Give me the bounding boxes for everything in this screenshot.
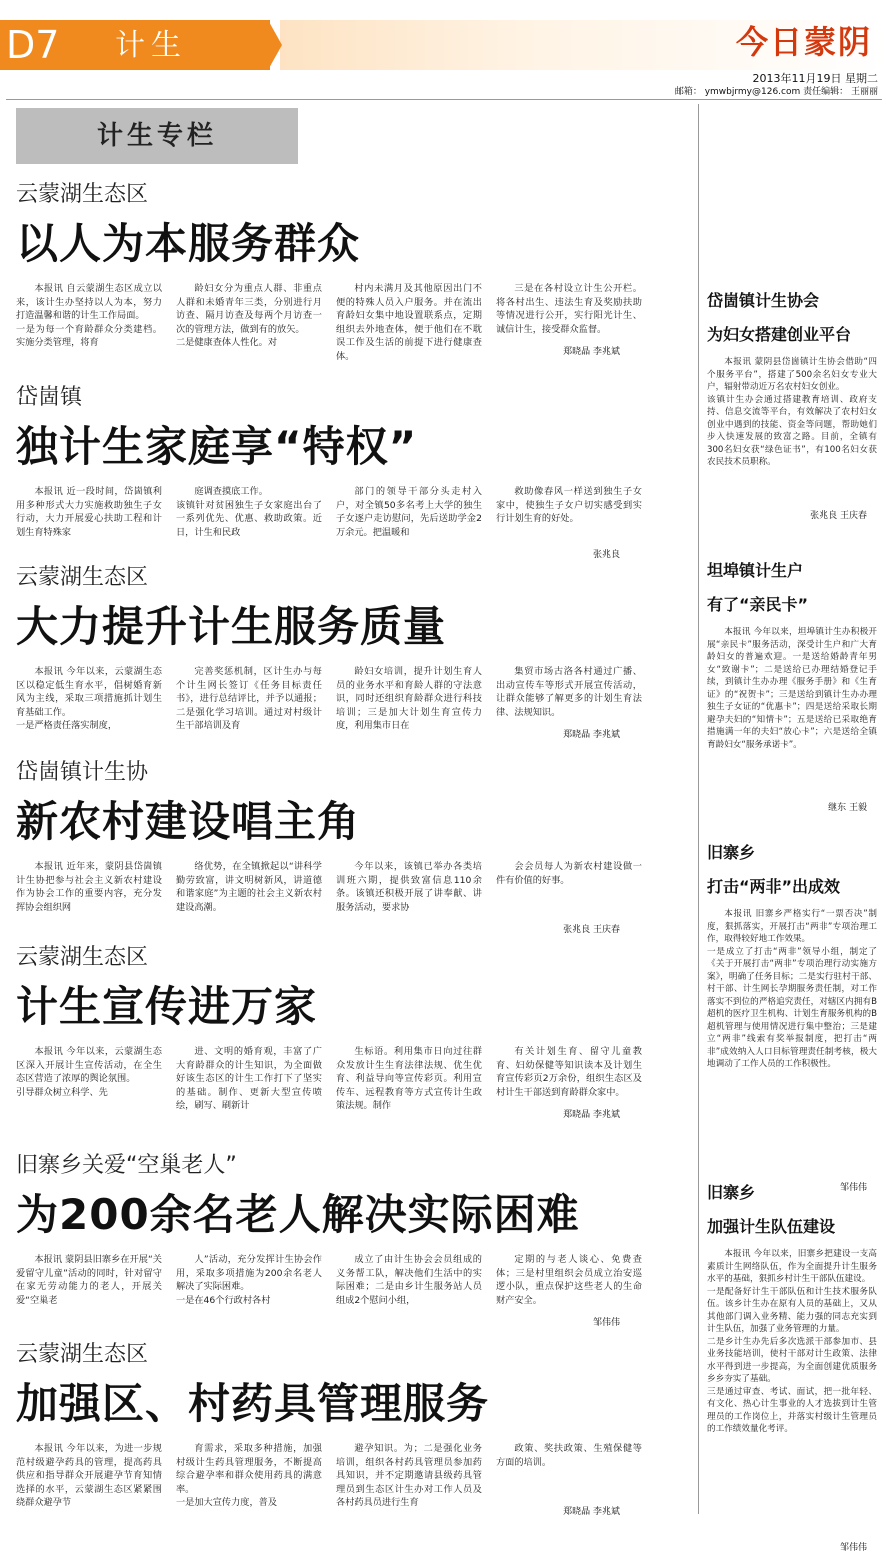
- sidebar-byline: 邹伟伟: [839, 1183, 867, 1193]
- article-headline: 加强区、村药具管理服务: [16, 1379, 490, 1428]
- sidebar-headline: 有了“亲民卡”: [707, 595, 809, 614]
- section-bar-arrow: [268, 20, 282, 70]
- article-column-2: 人”活动，充分发挥计生协会作用，采取多项措施为200余名老人解决了实际困难。 一是在46个行政村各村: [176, 1254, 322, 1306]
- article-column-2: 进、文明的婚育观，丰富了广大育龄群众的计生知识，为全面做好该生态区的计生工作打下了坚实的基础。制作、更新大型宣传喷绘，刷写、刷新计: [176, 1046, 322, 1111]
- article-column-4: 救助像春风一样送到独生子女家中，使独生子女户切实感受到实行计划生育的好处。: [496, 486, 642, 524]
- article-column-3: 避孕知识。为；二是强化业务培训，组织各村药具管理员参加药具知识，并不定期邀请县级药具管理员到生态区计生办对工作人员及各村药具员进行生育: [336, 1443, 482, 1508]
- article-headline: 为200余名老人解决实际困难: [16, 1190, 580, 1239]
- article-column-3: 龄妇女培训，提升计划生育人员的业务水平和育龄人群的守法意识，同时还组织育龄群众进行科技培训；三是加大计划生育宣传力度，利用集市日在: [336, 666, 482, 731]
- article-column-1: 本报讯 今年以来，云蒙湖生态区以稳定低生育水平，倡树婚育新风为主线，采取三项措施抓计划生育基础工作。 一是严格责任落实制度，: [16, 666, 162, 731]
- article-column-1: 本报讯 近一段时间，岱崮镇利用多种形式大力实施救助独生子女行动，大力开展爱心扶助工程和计划生育特殊家: [16, 486, 162, 538]
- article-headline: 计生宣传进万家: [16, 982, 318, 1031]
- sidebar-kicker: 旧寨乡: [707, 1183, 756, 1202]
- article-column-4: 会会员每人为新农村建设做一件有价值的好事。: [496, 861, 642, 886]
- sidebar-body: 本报讯 今年以来，坦埠镇计生办积极开展“亲民卡”服务活动，深受计生户和广大育龄妇女的普遍欢迎。一是送给婚龄青年男女“致谢卡”；二是送给已办理结婚登记手续，到镇计生办办理《服务手册》和《生育证》的“祝贺卡”；三是送给到镇计生办办理独生子女证的“优惠卡”；四是送给采取长期避孕夫妇的“知情卡”；五是送给已采取绝育措施满一年的夫妇“放心卡”；六是送给全镇育龄妇女“服务承诺卡”。: [707, 627, 877, 750]
- column-rule: [698, 104, 699, 1514]
- article-column-2: 完善奖惩机制，区计生办与每个计生网长签订《任务目标责任书》，进行总结评比，并予以通报；二是强化学习培训。通过对村级计生干部培训及育: [176, 666, 322, 731]
- article-byline: 郑晓晶 李兆斌: [563, 730, 620, 740]
- article-column-4: 集贸市场古洛各村通过广播、出动宣传车等形式开展宣传活动，让群众能够了解更多的计划生育法律、法规知识。: [496, 666, 642, 718]
- article-kicker: 云蒙湖生态区: [16, 182, 149, 207]
- article-kicker: 岱崮镇: [16, 385, 83, 410]
- article-column-3: 生标语。利用集市日向过往群众发放计生生育法律法规、优生优育、利益导向等宣传彩页。利用宣传车、远程教育等方式宣传计生政策法规。制作: [336, 1046, 482, 1111]
- article-column-1: 本报讯 近年来，蒙阴县岱崮镇计生协把参与社会主义新农村建设作为协会工作的重要内容，充分发挥协会组织网: [16, 861, 162, 913]
- sidebar-kicker: 坦埠镇计生户: [707, 561, 804, 580]
- sidebar-byline: 邹伟伟: [839, 1543, 867, 1553]
- column-banner-text: 计生专栏: [96, 121, 217, 151]
- article-byline: 张兆良: [592, 550, 620, 560]
- article-column-4: 有关计划生育、留守儿童教育、妇幼保健等知识读本及计划生育宣传彩页2万余份，组织生态区及村计生干部送到育龄群众家中。: [496, 1046, 642, 1098]
- article-column-2: 庭调查摸底工作。 该镇针对贫困独生子女家庭出台了一系列优先、优惠、救助政策。近日，计生和民政: [176, 486, 322, 538]
- article-headline: 大力提升计生服务质量: [16, 602, 447, 651]
- article-column-1: 本报讯 今年以来，为进一步规范村级避孕药具的管理，提高药具供应和指导群众开展避孕节育知情选择的水平，云蒙湖生态区紧紧围绕群众避孕节: [16, 1443, 162, 1508]
- issue-date: 2013年11月19日 星期二: [752, 72, 878, 85]
- header-divider: [6, 99, 882, 100]
- sidebar-body: 本报讯 蒙阴县岱崮镇计生协会借助“四个服务平台”，搭建了500余名妇女专业大户，辐射带动近万名农村妇女创业。 该镇计生办会通过搭建教育培训、政府支持、信息交流等平台，有效解决了农村妇女创业中遇到的技能、资金等问题，帮助她们步入快速发展的致富之路。目前，全镇有300名妇女获“绿色证书”，有100名妇女获农民技术员职称。: [707, 357, 877, 467]
- paper-logo: 今日蒙阴: [735, 23, 872, 61]
- article-column-3: 部门的领导干部分头走村入户，对全镇50多名考上大学的独生子女逐户走访慰问，先后送助学金2万余元。把温暖和: [336, 486, 482, 538]
- article-headline: 以人为本服务群众: [16, 219, 361, 268]
- article-column-4: 三是在各村设立计生公开栏。将各村出生、违法生育及奖励扶助等情况进行公开，实行阳光计生、诚信计生，接受群众监督。: [496, 283, 642, 335]
- article-column-3: 成立了由计生协会会员组成的义务帮工队，解决他们生活中的实际困难；二是由乡计生服务站人员组成2个慰问小组，: [336, 1254, 482, 1306]
- article-byline: 郑晓晶 李兆斌: [563, 1110, 620, 1120]
- article-byline: 邹伟伟: [592, 1318, 620, 1328]
- sidebar-kicker: 岱崮镇计生协会: [707, 291, 820, 310]
- article-kicker: 岱崮镇计生协: [16, 760, 149, 785]
- article-column-4: 定期的与老人谈心、免费查体；三是村里组织会员成立治安巡逻小队，重点保护这些老人的生命财产安全。: [496, 1254, 642, 1306]
- sidebar-headline: 为妇女搭建创业平台: [707, 325, 852, 344]
- sidebar-headline: 打击“两非”出成效: [707, 877, 841, 896]
- article-kicker: 旧寨乡关爱“空巢老人”: [16, 1153, 237, 1178]
- article-kicker: 云蒙湖生态区: [16, 1342, 149, 1367]
- article-column-2: 龄妇女分为重点人群、非重点人群和未婚青年三类，分别进行月访查、隔月访查及每两个月访查一次的管理方法，做到有的放矢。 二是健康查体人性化。对: [176, 283, 322, 348]
- article-column-1: 本报讯 自云蒙湖生态区成立以来，该计生办坚持以人为本，努力打造温馨和谐的计生工作局面。 一是为每一个育龄群众分类建档。实施分类管理，将育: [16, 283, 162, 348]
- column-banner: [16, 108, 298, 164]
- article-column-3: 村内未满月及其他原因出门不便的特殊人员入户服务。并在流出育龄妇女集中地设置联系点，定期组织去外地查体，便于他们在不耽误工作及生活的前提下进行健康查体。: [336, 283, 482, 362]
- sidebar-byline: 继东 王毅: [828, 803, 867, 813]
- sidebar-body: 本报讯 旧寨乡严格实行“一票否决”制度，狠抓落实，开展打击“两非”专项治理工作，取得较好地工作效果。 一是成立了打击“两非”领导小组，制定了《关于开展打击“两非”专项治理行动实施方案》，明确了任务目标；二是实行驻村干部、村干部、计生网长孕期服务责任制，对工作落实不到位的严格追究责任，对辖区内拥有B超机的医疗卫生机构、计划生育服务机构的B超机管理与使用情况进行集中整治；三是建立“两非”线索有奖举报制度，把打击“两非”成效纳入人口目标管理责任制考核，极大地调动了工作人员的工作积极性。: [707, 909, 877, 1069]
- article-column-2: 育需求，采取多种措施，加强村级计生药具管理服务，不断提高综合避孕率和群众使用药具的满意率。 一是加大宣传力度，普及: [176, 1443, 322, 1508]
- article-headline: 新农村建设唱主角: [16, 797, 361, 846]
- article-column-2: 络优势，在全镇掀起以“讲科学勤劳致富，讲文明树新风，讲道德和谐家庭”为主题的社会主义新农村建设高潮。: [176, 861, 322, 913]
- section-name: 计生: [115, 28, 187, 63]
- article-byline: 张兆良 王庆春: [563, 925, 620, 935]
- sidebar-body: 本报讯 今年以来，旧寨乡把建设一支高素质计生网络队伍，作为全面提升计生服务水平的基础，狠抓乡村计生干部队伍建设。 一是配备好计生干部队伍和计生技术服务队伍。该乡计生办在原有人员的基础上，又从其他部门调入业务精、能力强的同志充实到计生队伍，加强了业务管理的力量。 二是乡计生办先后多次选派干部参加市、县业务技能培训，使村干部对计生政策、法律水平得到进一步提高，为全面创建优质服务乡乡夯实了基础。 三是通过审查、考试、面试，把一批年轻、有文化、热心计生事业的人才选拔到计生管理员的工作岗位上，并落实村级计生管理员的工作绩效量化考评。: [707, 1249, 877, 1434]
- sidebar-byline: 张兆良 王庆春: [810, 511, 867, 521]
- article-column-4: 政策、奖扶政策、生殖保健等方面的培训。: [496, 1443, 642, 1468]
- article-kicker: 云蒙湖生态区: [16, 565, 149, 590]
- article-column-3: 今年以来，该镇已举办各类培训班六期，提供致富信息110余条。该镇还积极开展了讲奉献、讲服务活动，要求协: [336, 861, 482, 913]
- editor-info: 邮箱： ymwbjrmy@126.com 责任编辑： 王丽丽: [674, 87, 878, 97]
- article-byline: 郑晓晶 李兆斌: [563, 347, 620, 357]
- sidebar-kicker: 旧寨乡: [707, 843, 756, 862]
- sidebar-headline: 加强计生队伍建设: [707, 1217, 836, 1236]
- article-column-1: 本报讯 今年以来，云蒙湖生态区深入开展计生宣传活动，在全生态区营造了浓厚的舆论氛围。 引导群众树立科学、先: [16, 1046, 162, 1098]
- page-number: D7: [6, 23, 60, 67]
- article-kicker: 云蒙湖生态区: [16, 945, 149, 970]
- article-column-1: 本报讯 蒙阴县旧寨乡在开展“关爱留守儿童”活动的同时，针对留守在家无劳动能力的老人，开展关爱“空巢老: [16, 1254, 162, 1306]
- article-byline: 郑晓晶 李兆斌: [563, 1507, 620, 1517]
- article-headline: 独计生家庭享“特权”: [16, 422, 418, 471]
